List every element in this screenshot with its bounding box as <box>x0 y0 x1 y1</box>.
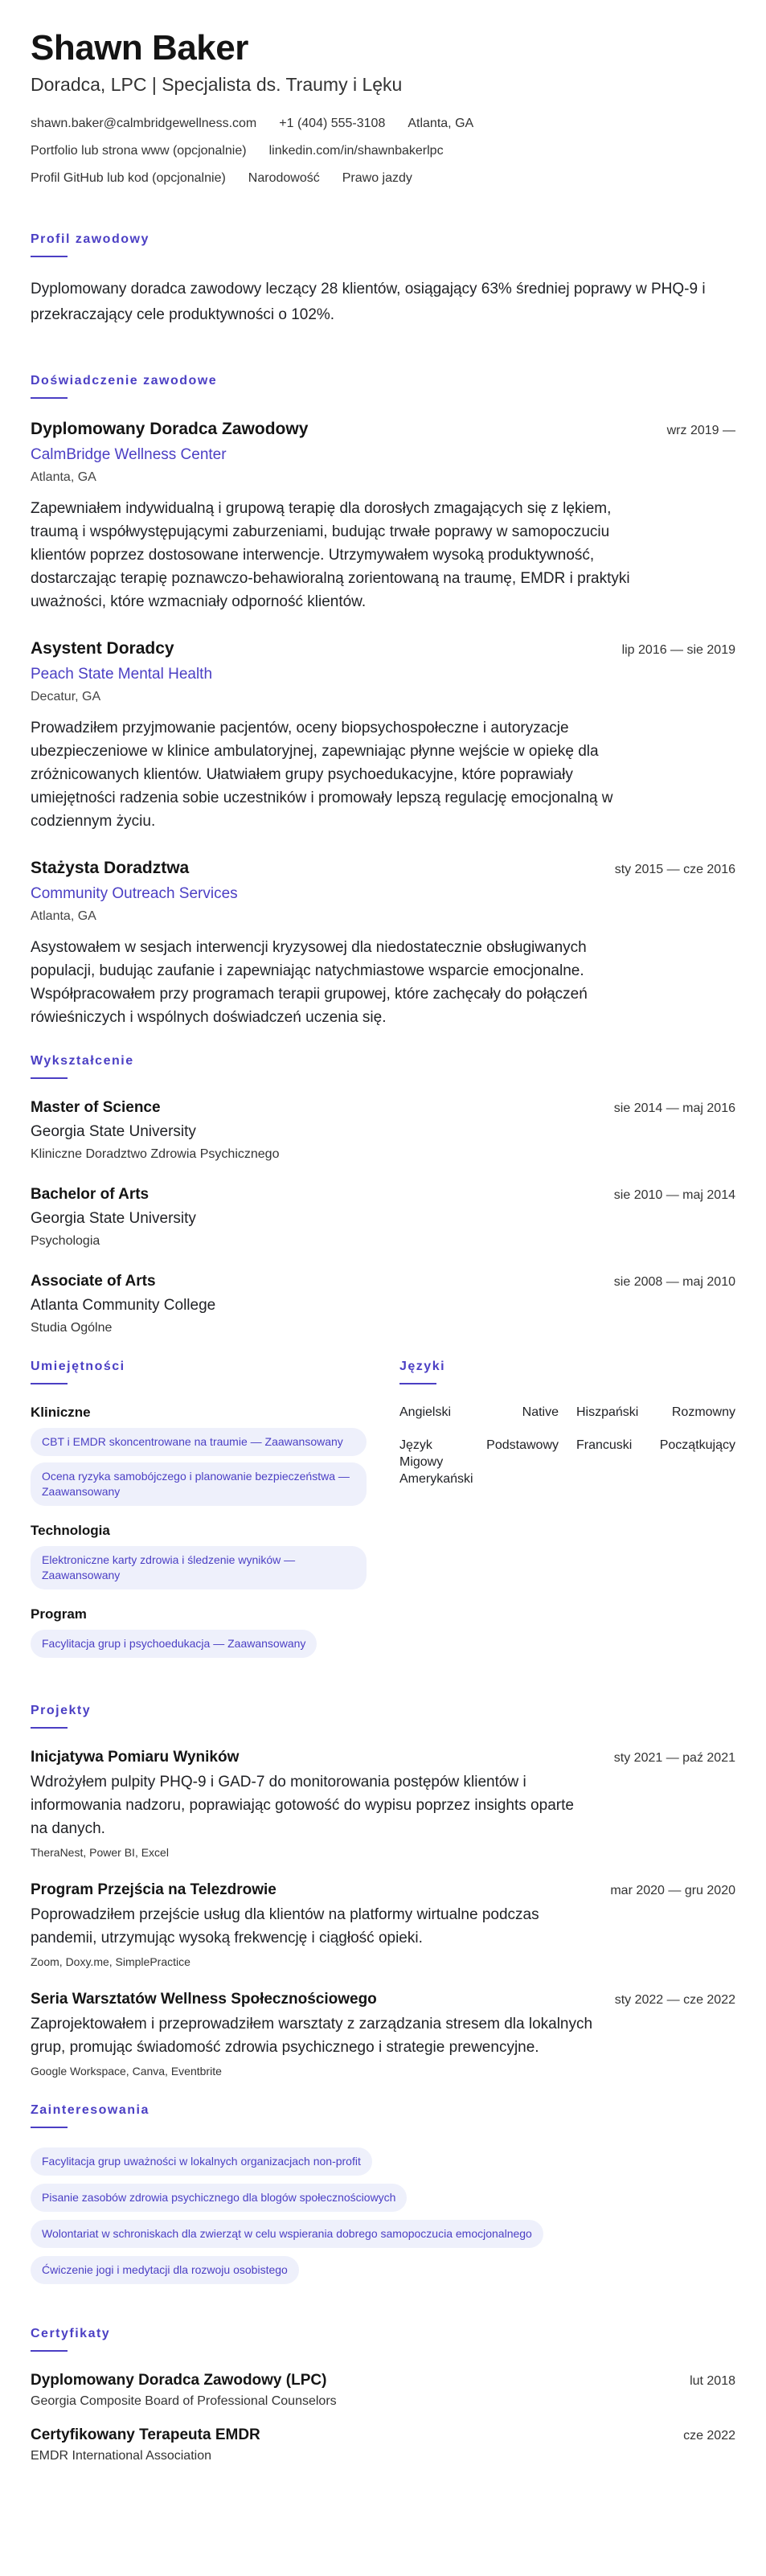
skill-chip: CBT i EMDR skoncentrowane na traumie — Zaawansowany <box>31 1428 367 1456</box>
skill-category: Kliniczne <box>31 1405 91 1420</box>
language-item <box>399 1437 559 1487</box>
skills-languages-row <box>31 1359 735 1658</box>
certification-date: cze 2022 <box>683 2429 735 2443</box>
summary-section <box>31 232 735 328</box>
section-divider <box>31 1383 68 1384</box>
certification-date: lut 2018 <box>690 2374 735 2388</box>
contact-phone[interactable]: +1 (404) 555-3108 <box>279 117 386 130</box>
contact-location: Atlanta, GA <box>408 117 474 130</box>
education-dates: sie 2014 — maj 2016 <box>613 1101 735 1115</box>
language-name: Angielski <box>399 1405 452 1419</box>
contact-row-3 <box>31 170 735 187</box>
resume-header <box>31 27 735 187</box>
skill-chip-list <box>31 1546 367 1589</box>
contact-email[interactable]: shawn.baker@calmbridgewellness.com <box>31 117 257 130</box>
field-of-study: Psychologia <box>31 1234 100 1248</box>
education-dates: sie 2010 — maj 2014 <box>613 1188 735 1202</box>
section-divider <box>31 2127 68 2128</box>
interest-chip: Wolontariat w schroniskach dla zwierząt w celu wspierania dobrego samopoczucia emocjonalnego <box>31 2220 543 2248</box>
project-tools: TheraNest, Power BI, Excel <box>31 1846 169 1859</box>
interest-chip-list <box>31 2147 735 2284</box>
contact-row-1 <box>31 116 735 132</box>
skill-chip-list <box>31 1428 367 1506</box>
contact-linkedin[interactable]: linkedin.com/in/shawnbakerlpc <box>268 144 444 158</box>
education-entry <box>31 1272 735 1336</box>
job-location: Atlanta, GA <box>31 909 96 923</box>
section-title: Umiejętności <box>31 1360 125 1373</box>
language-item <box>399 1404 559 1421</box>
project-tools: Zoom, Doxy.me, SimplePractice <box>31 1955 190 1968</box>
job-location: Decatur, GA <box>31 690 101 703</box>
language-name: Język Migowy Amerykański <box>399 1438 473 1486</box>
section-divider <box>31 1727 68 1729</box>
job-title: Asystent Doradcy <box>31 639 174 658</box>
field-of-study: Kliniczne Doradztwo Zdrowia Psychicznego <box>31 1147 280 1161</box>
section-title: Doświadczenie zawodowe <box>31 374 218 388</box>
job-title: Dyplomowany Doradca Zawodowy <box>31 420 309 438</box>
interest-chip: Ćwiczenie jogi i medytacji dla rozwoju osobistego <box>31 2256 299 2284</box>
language-level: Native <box>522 1405 559 1419</box>
degree: Bachelor of Arts <box>31 1186 150 1203</box>
employer-name: CalmBridge Wellness Center <box>31 446 227 463</box>
section-divider <box>399 1383 436 1384</box>
project-dates: mar 2020 — gru 2020 <box>610 1884 735 1897</box>
section-divider <box>31 256 68 257</box>
experience-entry <box>31 638 735 833</box>
language-item <box>576 1437 735 1487</box>
certification-issuer: Georgia Composite Board of Professional Counselors <box>31 2394 337 2408</box>
certifications-section <box>31 2326 735 2464</box>
skill-chip: Ocena ryzyka samobójczego i planowanie bezpieczeństwa — Zaawansowany <box>31 1462 367 1506</box>
interest-chip: Facylitacja grup uważności w lokalnych organizacjach non-profit <box>31 2147 372 2176</box>
section-title: Wykształcenie <box>31 1054 134 1068</box>
project-description: Zaprojektowałem i przeprowadziłem warsztaty z zarządzania stresem dla lokalnych grup, promując świadomość zdrowia psychicznego i strategie prewencyjne. <box>31 2016 593 2056</box>
job-description: Asystowałem w sesjach interwencji kryzysowej dla niedostatecznie obsługiwanych populacji, budując zaufanie i zapewniając natychmiastowe wsparcie emocjonalne. Współpracowałem przy programach terapii grupowej, które zachęcały do połączeń rówieśniczych i wspólnych doświadczeń uczenia się. <box>31 939 588 1026</box>
certification-name: Certyfikowany Terapeuta EMDR <box>31 2426 260 2443</box>
project-description: Poprowadziłem przejście usług dla klientów na platformy wirtualne podczas pandemii, utrzymując wysoką frekwencję i ciągłość opieki. <box>31 1906 539 1946</box>
experience-list <box>31 418 735 1029</box>
employer-name: Peach State Mental Health <box>31 666 213 683</box>
candidate-name: Shawn Baker <box>31 28 248 68</box>
section-title: Języki <box>399 1360 446 1373</box>
job-description: Prowadziłem przyjmowanie pacjentów, oceny biopsychospołeczne i autoryzacje ubezpieczeniowe w klinice ambulatoryjnej, zapewniając płynne wejście w opiekę dla zróżnicowanych klientów. Ułatwiałem grupy psychoedukacyjne, które poprawiały umiejętności radzenia sobie uczestników i promowały lepszą regulację emocjonalną w codziennym życiu. <box>31 720 613 830</box>
project-entry <box>31 1881 735 1969</box>
job-dates: lip 2016 — sie 2019 <box>621 643 735 657</box>
section-divider <box>31 1077 68 1079</box>
project-entry <box>31 1748 735 1860</box>
job-location: Atlanta, GA <box>31 470 96 484</box>
skill-category: Technologia <box>31 1523 110 1538</box>
language-level: Początkujący <box>659 1438 735 1452</box>
project-dates: sty 2022 — cze 2022 <box>614 1993 735 2007</box>
project-description: Wdrożyłem pulpity PHQ-9 i GAD-7 do monitorowania postępów klientów i informowania nadzoru, poprawiając gotowość do wypisu poprzez insights oparte na danych. <box>31 1774 574 1837</box>
school-name: Georgia State University <box>31 1123 196 1140</box>
education-entry <box>31 1185 735 1249</box>
certification-entry <box>31 2371 735 2410</box>
education-section <box>31 1053 735 1336</box>
contact-driving-license: Prawo jazdy <box>342 171 412 185</box>
section-title: Profil zawodowy <box>31 232 150 246</box>
certification-list <box>31 2371 735 2464</box>
section-divider <box>31 2350 68 2352</box>
project-name: Seria Warsztatów Wellness Społecznościowego <box>31 1991 377 2008</box>
school-name: Atlanta Community College <box>31 1297 216 1314</box>
project-tools: Google Workspace, Canva, Eventbrite <box>31 2065 222 2078</box>
language-name: Hiszpański <box>576 1405 639 1419</box>
skill-category: Program <box>31 1606 87 1622</box>
section-title: Projekty <box>31 1704 92 1717</box>
interests-section <box>31 2102 735 2284</box>
project-dates: sty 2021 — paź 2021 <box>613 1751 735 1765</box>
contact-row-2 <box>31 143 735 159</box>
certification-issuer: EMDR International Association <box>31 2449 211 2463</box>
skills-section <box>31 1359 367 1658</box>
projects-section <box>31 1703 735 2078</box>
employer-name: Community Outreach Services <box>31 885 238 902</box>
job-description: Zapewniałem indywidualną i grupową terapię dla dorosłych zmagających się z lękiem, traumą i współwystępującymi zaburzeniami, budując trwałe poprawy w samopoczuciu klientów poprzez dostosowane interwencje. Utrzymywałem wysoką produktywność, dostarczając terapię poznawczo-behawioralną zorientowaną na traumę, EMDR i praktyki uważności, które wzmacniały odporność klientów. <box>31 500 630 610</box>
language-list <box>399 1404 735 1487</box>
section-title: Zainteresowania <box>31 2103 150 2117</box>
language-level: Podstawowy <box>486 1438 559 1452</box>
section-divider <box>31 397 68 399</box>
field-of-study: Studia Ogólne <box>31 1321 113 1335</box>
project-entry <box>31 1990 735 2078</box>
contact-portfolio[interactable]: Portfolio lub strona www (opcjonalnie) <box>31 144 247 158</box>
skill-chip: Facylitacja grup i psychoedukacja — Zaawansowany <box>31 1630 317 1658</box>
education-dates: sie 2008 — maj 2010 <box>613 1275 735 1289</box>
contact-github[interactable]: Profil GitHub lub kod (opcjonalnie) <box>31 171 226 185</box>
project-list <box>31 1748 735 2078</box>
degree: Master of Science <box>31 1099 161 1116</box>
experience-entry <box>31 418 735 613</box>
candidate-headline: Doradca, LPC | Specjalista ds. Traumy i Lęku <box>31 74 403 95</box>
school-name: Georgia State University <box>31 1210 196 1227</box>
education-list <box>31 1098 735 1336</box>
degree: Associate of Arts <box>31 1273 156 1290</box>
education-entry <box>31 1098 735 1163</box>
language-name: Francuski <box>576 1438 633 1452</box>
interest-chip: Pisanie zasobów zdrowia psychicznego dla blogów społecznościowych <box>31 2184 407 2212</box>
experience-entry <box>31 857 735 1029</box>
job-title: Stażysta Doradztwa <box>31 859 190 877</box>
skill-chip-list <box>31 1630 367 1658</box>
languages-section <box>399 1359 735 1658</box>
contact-nationality: Narodowość <box>248 171 320 185</box>
project-name: Program Przejścia na Telezdrowie <box>31 1881 276 1898</box>
language-item <box>576 1404 735 1421</box>
language-level: Rozmowny <box>671 1405 735 1419</box>
section-title: Certyfikaty <box>31 2327 111 2340</box>
summary-text: Dyplomowany doradca zawodowy leczący 28 klientów, osiągający 63% średniej poprawy w PHQ-9 i przekraczający cele produktywności o 102%. <box>31 281 706 323</box>
certification-entry <box>31 2426 735 2464</box>
job-dates: sty 2015 — cze 2016 <box>614 863 735 876</box>
project-name: Inicjatywa Pomiaru Wyników <box>31 1749 240 1766</box>
job-dates: wrz 2019 — <box>666 424 735 437</box>
certification-name: Dyplomowany Doradca Zawodowy (LPC) <box>31 2372 327 2389</box>
experience-section <box>31 373 735 1029</box>
skill-chip: Elektroniczne karty zdrowia i śledzenie wyników — Zaawansowany <box>31 1546 367 1589</box>
